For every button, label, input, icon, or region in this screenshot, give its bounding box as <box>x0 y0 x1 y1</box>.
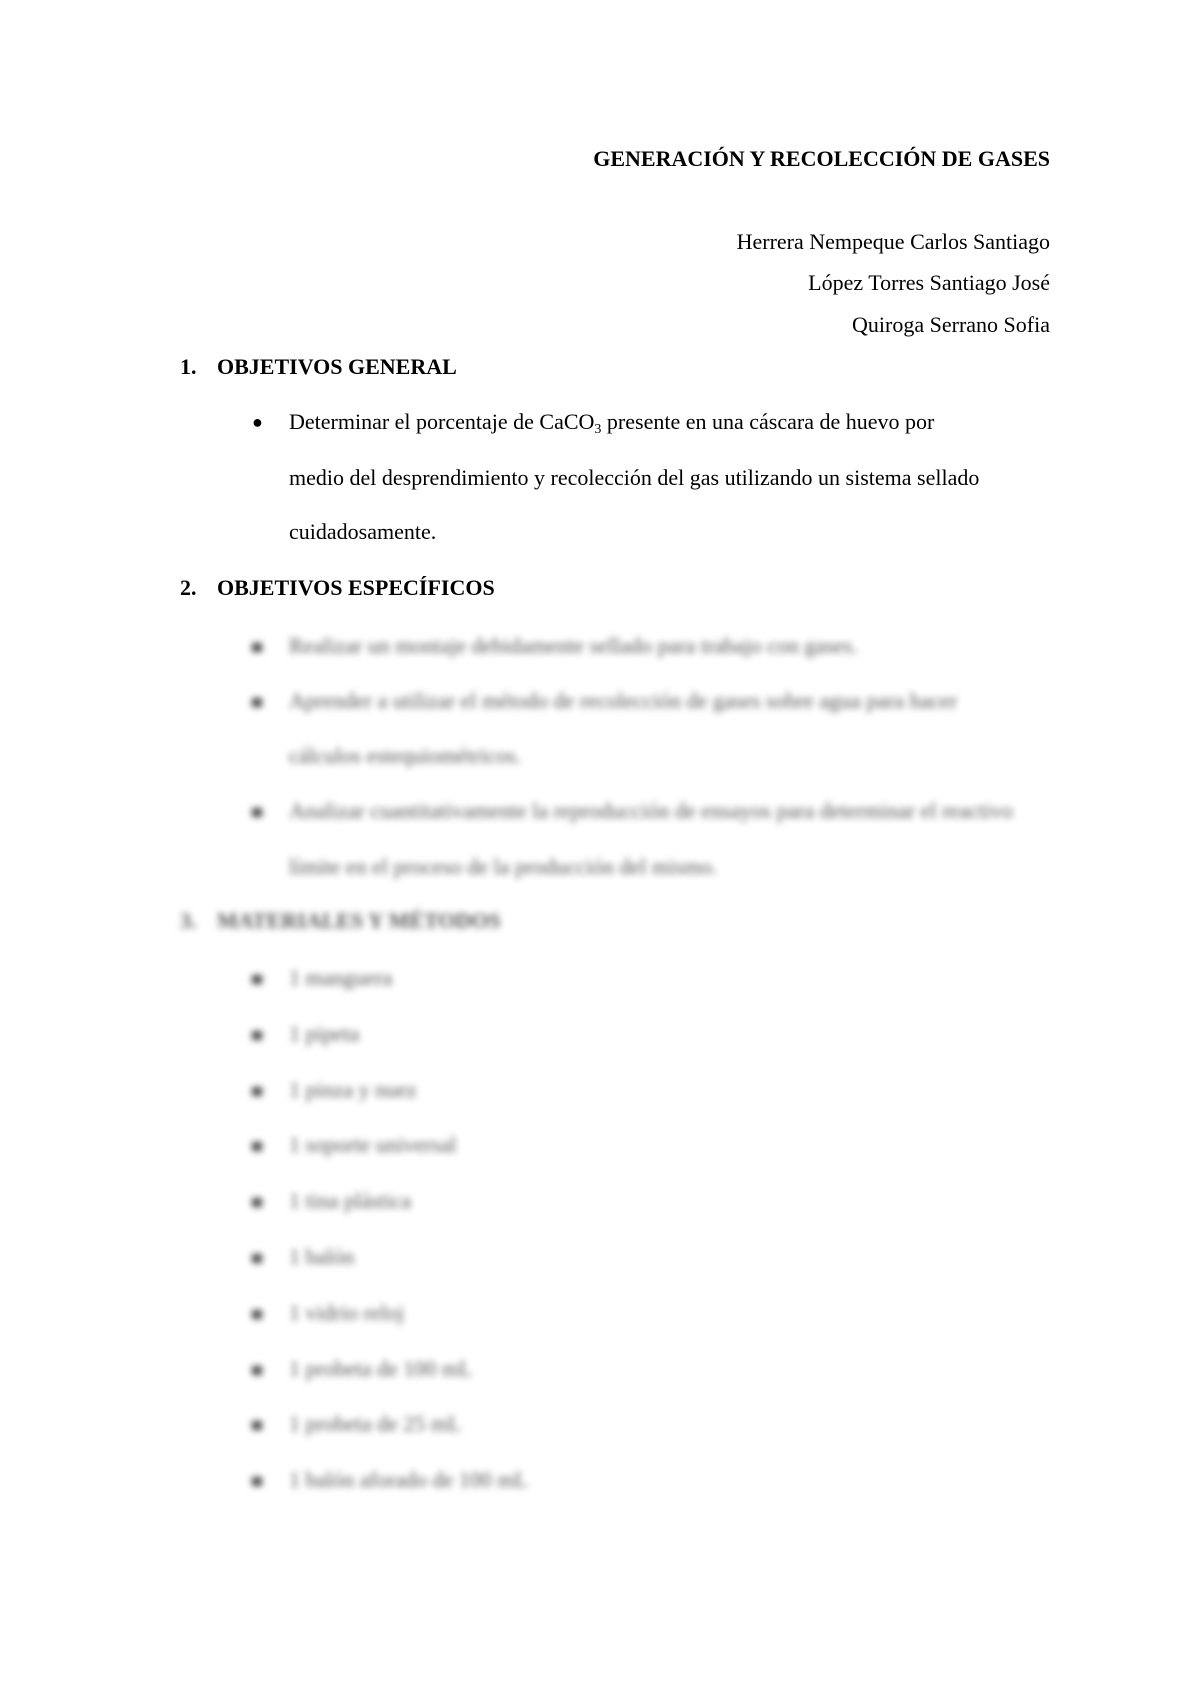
subscript: 3 <box>594 422 602 437</box>
material-item: 1 tina plástica <box>289 1188 412 1214</box>
bullet-icon <box>252 1355 262 1383</box>
author-name: Herrera Nempeque Carlos Santiago <box>736 229 1050 254</box>
list-item: Realizar un montaje debidamente sellado para trabajo con gases. <box>289 633 858 658</box>
bullet-icon <box>252 964 262 992</box>
bullet-icon <box>252 1243 262 1271</box>
bullet-icon <box>252 632 262 660</box>
section-title: MATERIALES Y MÉTODOS <box>217 908 501 933</box>
material-item: 1 manguera <box>289 965 393 990</box>
author-name: López Torres Santiago José <box>808 270 1050 295</box>
material-item: 1 balón aforado de 100 mL <box>289 1467 528 1493</box>
bullet-icon <box>252 1020 262 1048</box>
section-title: OBJETIVOS ESPECÍFICOS <box>217 575 495 600</box>
material-item: 1 probeta de 100 mL <box>289 1355 473 1381</box>
document-title: GENERACIÓN Y RECOLECCIÓN DE GASES <box>593 146 1050 171</box>
section-number: 1. <box>180 354 197 379</box>
list-item-continuation: límite en el proceso de la producción del mismo. <box>289 854 718 879</box>
bullet-icon <box>252 1076 262 1104</box>
section-heading-materials <box>180 907 501 935</box>
bullet-icon <box>252 1299 262 1327</box>
material-item: 1 soporte universal <box>289 1132 457 1158</box>
material-item: 1 pinza y nuez <box>289 1076 417 1102</box>
material-item: 1 probeta de 25 mL <box>289 1411 462 1437</box>
list-item: Aprender a utilizar el método de recolección de gases sobre agua para hacer <box>289 688 958 713</box>
bullet-icon <box>252 797 262 825</box>
section-number: 2. <box>180 575 197 600</box>
author-name: Quiroga Serrano Sofia <box>852 312 1050 337</box>
list-item <box>289 408 934 436</box>
bullet-icon <box>252 1410 262 1438</box>
list-item-continuation: medio del desprendimiento y recolección del gas utilizando un sistema sellado <box>289 465 980 490</box>
list-item: Analizar cuantitativamente la reproducción de ensayos para determinar el reactivo <box>289 798 1013 823</box>
bullet-icon: ● <box>252 412 263 432</box>
section-heading-specific-objectives <box>180 574 495 602</box>
material-item: 1 vidrio reloj <box>289 1299 404 1325</box>
bullet-icon <box>252 687 262 715</box>
list-item-continuation: cálculos estequiométricos. <box>289 743 522 768</box>
text: Determinar el porcentaje de CaCO <box>289 409 595 434</box>
section-heading-general-objective <box>180 353 457 381</box>
section-number: 3. <box>180 908 197 933</box>
text: presente en una cáscara de huevo por <box>601 409 935 434</box>
bullet-icon <box>252 1466 262 1494</box>
material-item: 1 pipeta <box>289 1020 360 1046</box>
section-title: OBJETIVOS GENERAL <box>217 354 457 379</box>
bullet-icon <box>252 1187 262 1215</box>
list-item-continuation: cuidadosamente. <box>289 519 437 544</box>
material-item: 1 balón <box>289 1244 355 1269</box>
bullet-icon <box>252 1131 262 1159</box>
